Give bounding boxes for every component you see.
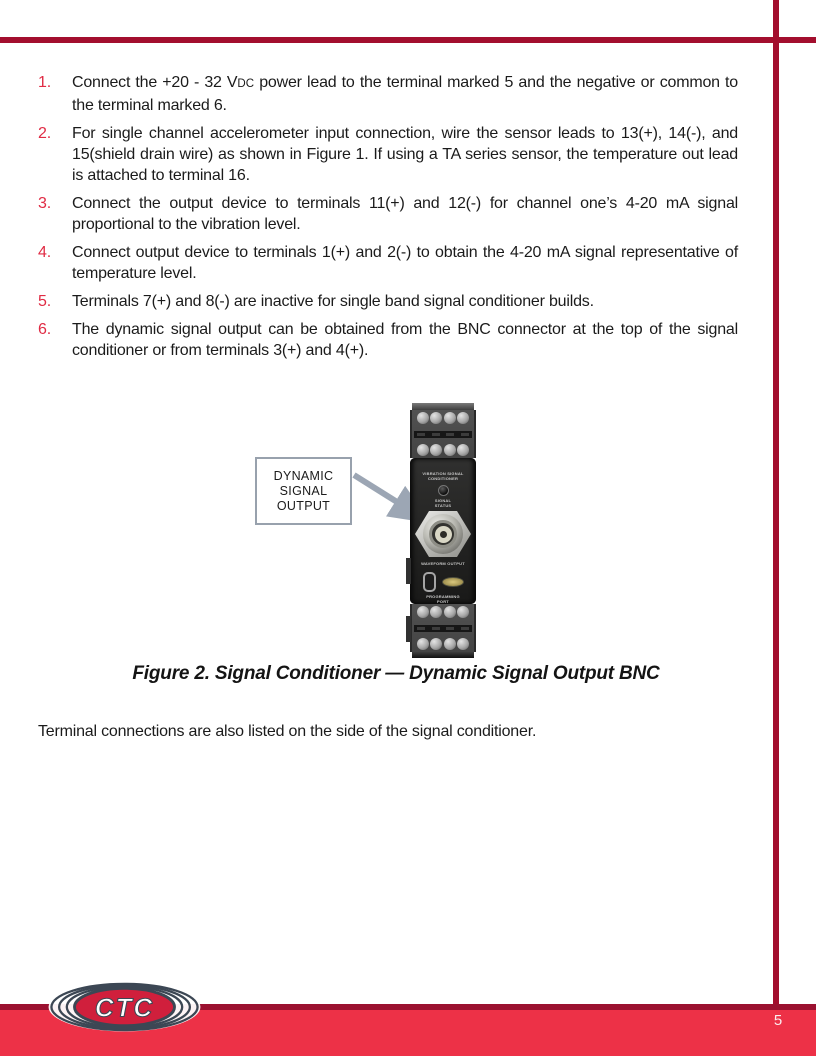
screw-icon <box>457 606 469 618</box>
device-faceplate <box>410 458 476 604</box>
bnc-socket <box>440 531 447 538</box>
usb-port-icon <box>423 572 436 592</box>
list-item-2 <box>38 123 738 186</box>
signal-status-label <box>435 498 452 508</box>
waveform-output-label: WAVEFORM OUTPUT <box>421 561 465 566</box>
device-top-cap <box>412 403 474 410</box>
figure-caption: Figure 2. Signal Conditioner — Dynamic Signal Output BNC <box>132 663 660 684</box>
bnc-barrel <box>423 514 463 554</box>
signal-status-led <box>438 485 449 496</box>
din-rail-tab <box>406 616 411 642</box>
closing-paragraph: Terminal connections are also listed on the side of the signal conditioner. <box>38 723 537 740</box>
callout-line: DYNAMIC <box>273 468 334 483</box>
bnc-dielectric <box>435 526 452 543</box>
terminal-screw-row <box>412 444 474 456</box>
ctc-mini-logo-icon <box>442 577 464 587</box>
list-item-1 <box>38 72 738 116</box>
din-rail-tab <box>406 558 411 584</box>
right-accent-bar <box>773 0 779 1004</box>
screw-icon <box>430 638 442 650</box>
ctc-logo-icon <box>42 982 207 1032</box>
list-item-text: Terminals 7(+) and 8(-) are inactive for single band signal conditioner builds. <box>72 293 594 310</box>
top-accent-bar <box>0 37 816 43</box>
prog-line1: PROGRAMMING <box>426 594 460 599</box>
signal-conditioner-photo <box>410 403 476 658</box>
device-bottom-cap <box>412 652 474 658</box>
terminal-screw-row <box>412 638 474 650</box>
terminal-wire-slots <box>414 625 472 632</box>
bnc-ring <box>429 520 457 548</box>
ctc-logo-text: CTC <box>94 992 155 1023</box>
screw-icon <box>417 412 429 424</box>
vdc-smallcaps: DC <box>237 78 255 90</box>
list-item-number: 1. <box>38 74 51 91</box>
list-item-text-pre: Connect the +20 - 32 V <box>72 74 238 91</box>
screw-icon <box>444 444 456 456</box>
screw-icon <box>417 444 429 456</box>
programming-port-row <box>423 572 464 592</box>
bottom-terminal-block <box>410 604 476 652</box>
list-item-number: 3. <box>38 195 51 212</box>
screw-icon <box>457 412 469 424</box>
screw-icon <box>417 606 429 618</box>
list-item-6 <box>38 319 738 361</box>
screw-icon <box>430 412 442 424</box>
device-title-label <box>422 471 463 481</box>
list-item-5 <box>38 291 738 312</box>
list-item-text: For single channel accelerometer input connection, wire the sensor leads to 13(+), 14(-), and 15(shield drain wire) as shown in Figure 1. If using a TA series sensor, the temperature out lead is attached to terminal 16. <box>72 125 738 184</box>
screw-icon <box>444 606 456 618</box>
list-item-number: 6. <box>38 321 51 338</box>
list-item-text: The dynamic signal output can be obtained from the BNC connector at the top of the signal conditioner or from terminals 3(+) and 4(+). <box>72 321 738 359</box>
list-item-number: 4. <box>38 244 51 261</box>
instruction-list <box>38 72 738 368</box>
list-item-text: Connect the output device to terminals 11(+) and 12(-) for channel one’s 4-20 mA signal proportional to the vibration level. <box>72 195 738 233</box>
status-line2: STATUS <box>434 503 452 508</box>
screw-icon <box>417 638 429 650</box>
terminal-wire-slots <box>414 431 472 438</box>
callout-box-dynamic-signal-output <box>255 457 352 525</box>
screw-icon <box>444 412 456 424</box>
list-item-4 <box>38 242 738 284</box>
list-item-text-post: power lead to the terminal marked 5 and the negative or common to the terminal marked 6. <box>72 74 738 114</box>
callout-line: OUTPUT <box>276 498 331 513</box>
screw-icon <box>444 638 456 650</box>
status-line1: SIGNAL <box>434 498 452 503</box>
list-item-3 <box>38 193 738 235</box>
list-item-text: Connect output device to terminals 1(+) and 2(-) to obtain the 4-20 mA signal representative of temperature level. <box>72 244 738 282</box>
list-item-text <box>72 72 738 116</box>
screw-icon <box>430 444 442 456</box>
device-title-line2: CONDITIONER <box>427 476 459 481</box>
bnc-connector <box>415 511 471 557</box>
list-item-number: 2. <box>38 125 51 142</box>
screw-icon <box>457 638 469 650</box>
list-item-number: 5. <box>38 293 51 310</box>
screw-icon <box>457 444 469 456</box>
prog-line2: PORT <box>437 599 449 604</box>
callout-line: SIGNAL <box>279 483 328 498</box>
terminal-screw-row <box>412 412 474 424</box>
screw-icon <box>430 606 442 618</box>
page-number: 5 <box>773 1012 783 1029</box>
device-title-line1: VIBRATION SIGNAL <box>422 471 464 476</box>
top-terminal-block <box>410 410 476 458</box>
terminal-screw-row <box>412 606 474 618</box>
programming-port-label <box>426 594 460 604</box>
